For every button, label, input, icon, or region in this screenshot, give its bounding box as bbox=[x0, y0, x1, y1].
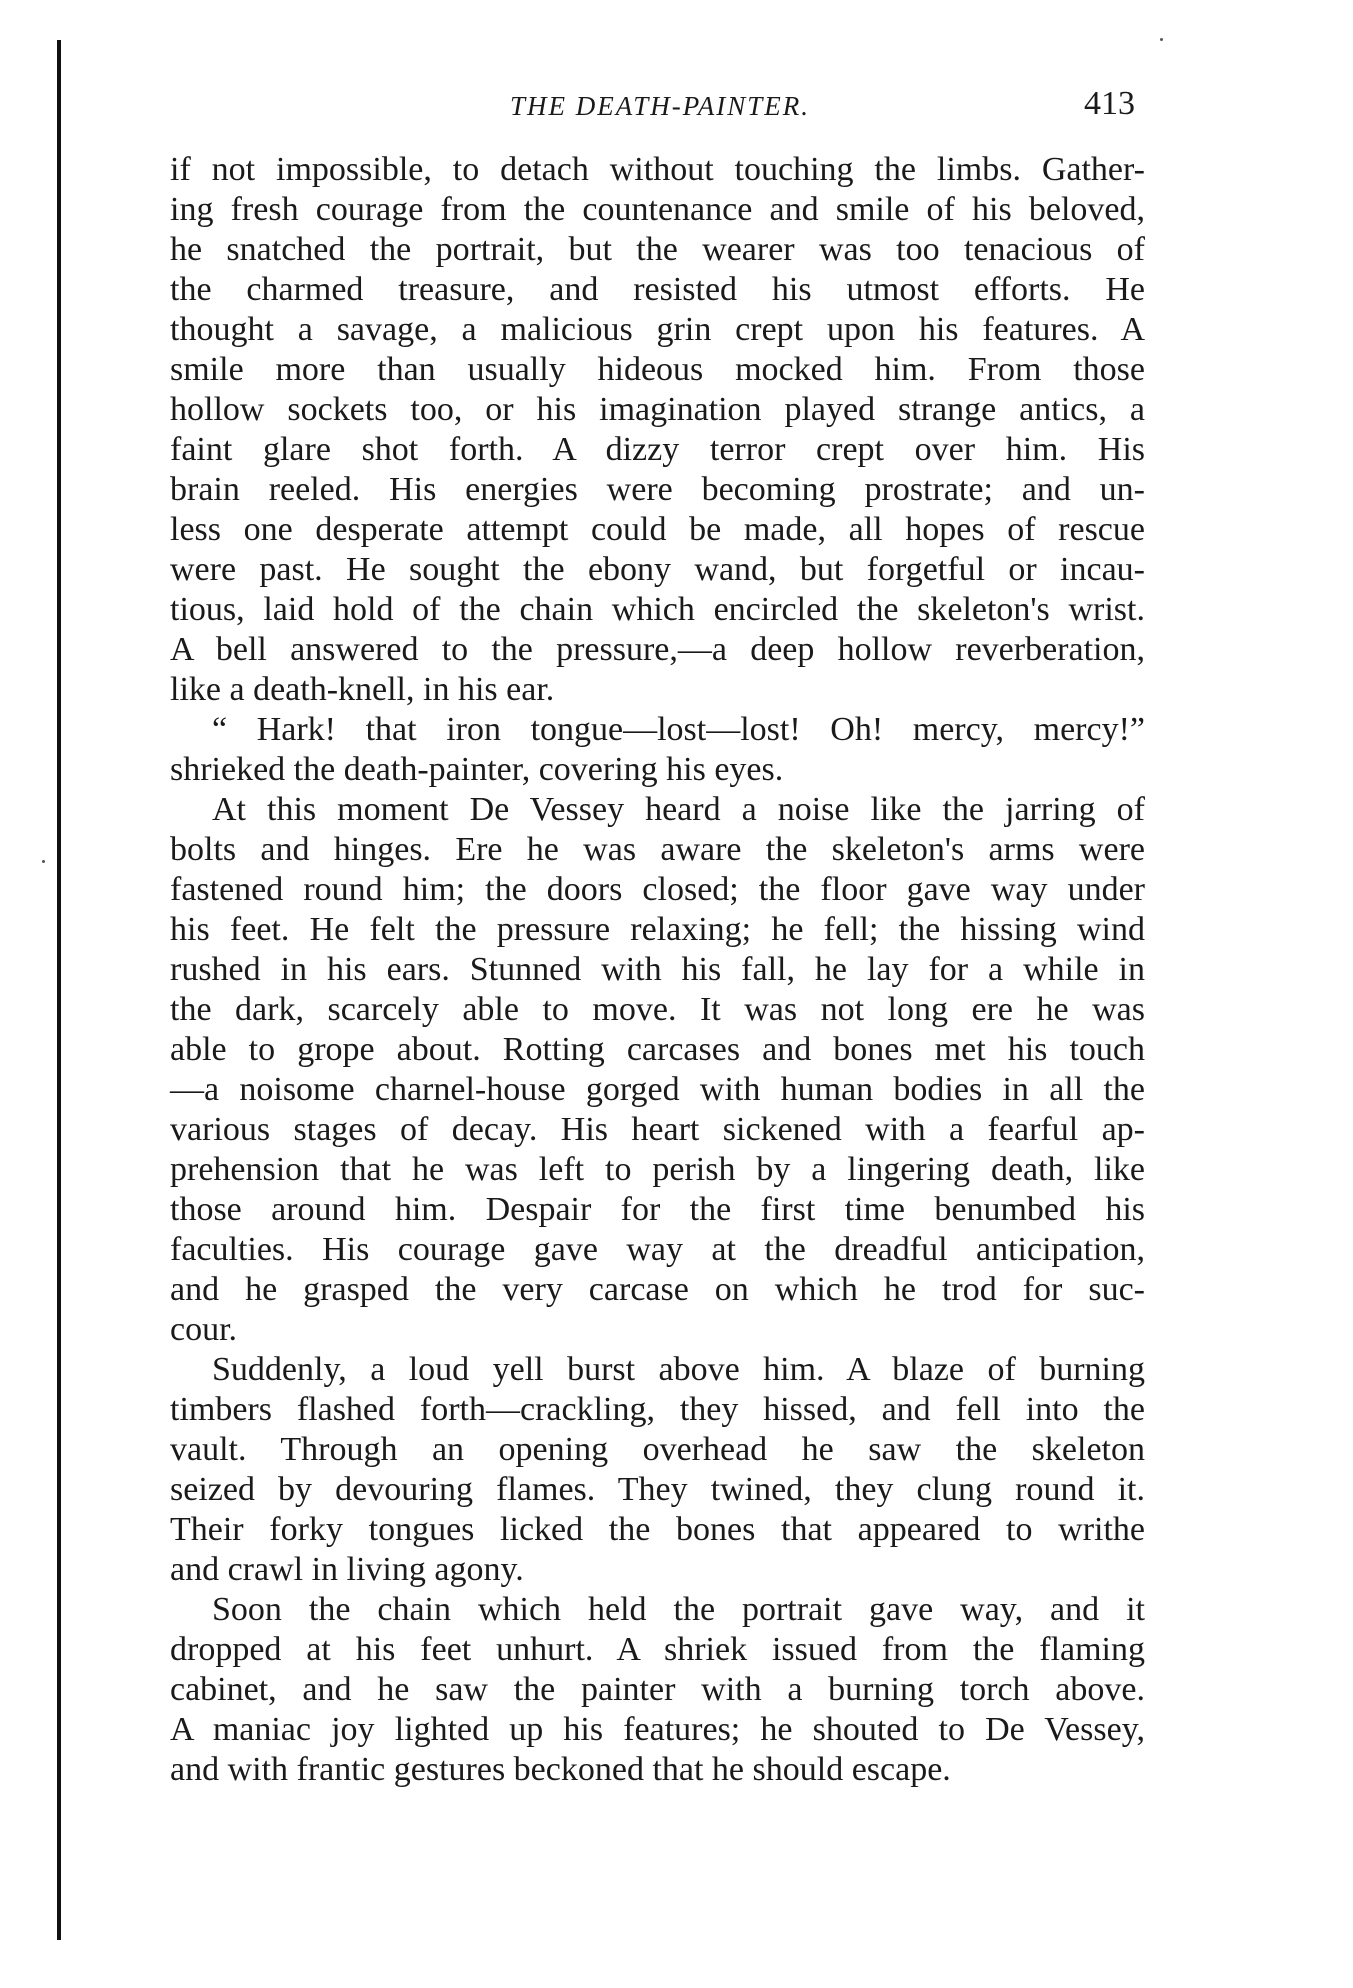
text-line: the charmed treasure, and resisted his utmost efforts. He bbox=[170, 271, 1145, 308]
text-line: fastened round him; the doors closed; the floor gave way under bbox=[170, 871, 1145, 908]
text-line: faculties. His courage gave way at the dreadful anticipation, bbox=[170, 1231, 1145, 1268]
text-line: timbers flashed forth—crackling, they hissed, and fell into the bbox=[170, 1391, 1145, 1428]
text-line: Their forky tongues licked the bones that appeared to writhe bbox=[170, 1511, 1145, 1548]
running-head bbox=[170, 85, 1150, 129]
text-line: the dark, scarcely able to move. It was not long ere he was bbox=[170, 991, 1145, 1028]
text-line: A bell answered to the pressure,—a deep hollow reverberation, bbox=[170, 631, 1145, 668]
print-speck bbox=[1160, 38, 1163, 41]
text-line: those around him. Despair for the first time benumbed his bbox=[170, 1191, 1145, 1228]
text-line: if not impossible, to detach without touching the limbs. Gather- bbox=[170, 151, 1145, 188]
text-line: At this moment De Vessey heard a noise like the jarring of bbox=[212, 791, 1145, 828]
text-line: vault. Through an opening overhead he saw the skeleton bbox=[170, 1431, 1145, 1468]
text-line: his feet. He felt the pressure relaxing; he fell; the hissing wind bbox=[170, 911, 1145, 948]
text-line: A maniac joy lighted up his features; he shouted to De Vessey, bbox=[170, 1711, 1145, 1748]
text-line: and with frantic gestures beckoned that he should escape. bbox=[170, 1751, 951, 1788]
text-line: able to grope about. Rotting carcases and bones met his touch bbox=[170, 1031, 1145, 1068]
running-title: THE DEATH-PAINTER. bbox=[509, 91, 810, 121]
binding-edge-line bbox=[57, 40, 61, 1940]
page-number: 413 bbox=[1084, 85, 1135, 122]
text-line: tious, laid hold of the chain which encircled the skeleton's wrist. bbox=[170, 591, 1145, 628]
text-line: “ Hark! that iron tongue—lost—lost! Oh! mercy, mercy!” bbox=[212, 711, 1145, 748]
text-line: —a noisome charnel-house gorged with human bodies in all the bbox=[170, 1071, 1145, 1108]
text-line: ing fresh courage from the countenance and smile of his beloved, bbox=[170, 191, 1145, 228]
text-line: and he grasped the very carcase on which he trod for suc- bbox=[170, 1271, 1145, 1308]
text-line: dropped at his feet unhurt. A shriek issued from the flaming bbox=[170, 1631, 1145, 1668]
text-line: brain reeled. His energies were becoming prostrate; and un- bbox=[170, 471, 1145, 508]
text-line: less one desperate attempt could be made, all hopes of rescue bbox=[170, 511, 1145, 548]
text-line: rushed in his ears. Stunned with his fall, he lay for a while in bbox=[170, 951, 1145, 988]
text-line: cour. bbox=[170, 1311, 238, 1348]
text-line: seized by devouring flames. They twined, they clung round it. bbox=[170, 1471, 1145, 1508]
text-line: faint glare shot forth. A dizzy terror crept over him. His bbox=[170, 431, 1145, 468]
text-line: hollow sockets too, or his imagination played strange antics, a bbox=[170, 391, 1145, 428]
print-speck bbox=[42, 860, 45, 863]
text-line: Soon the chain which held the portrait gave way, and it bbox=[212, 1591, 1145, 1628]
text-line: shrieked the death-painter, covering his eyes. bbox=[170, 751, 784, 788]
body-text bbox=[170, 150, 1145, 1790]
text-line: were past. He sought the ebony wand, but forgetful or incau- bbox=[170, 551, 1145, 588]
text-line: like a death-knell, in his ear. bbox=[170, 671, 555, 708]
text-line: thought a savage, a malicious grin crept upon his features. A bbox=[170, 311, 1145, 348]
text-line: various stages of decay. His heart sickened with a fearful ap- bbox=[170, 1111, 1145, 1148]
text-line: Suddenly, a loud yell burst above him. A blaze of burning bbox=[212, 1351, 1145, 1388]
text-line: he snatched the portrait, but the wearer was too tenacious of bbox=[170, 231, 1145, 268]
text-line: and crawl in living agony. bbox=[170, 1551, 524, 1588]
text-line: smile more than usually hideous mocked him. From those bbox=[170, 351, 1145, 388]
text-line: prehension that he was left to perish by a lingering death, like bbox=[170, 1151, 1145, 1188]
text-line: bolts and hinges. Ere he was aware the skeleton's arms were bbox=[170, 831, 1145, 868]
text-line: cabinet, and he saw the painter with a burning torch above. bbox=[170, 1671, 1145, 1708]
